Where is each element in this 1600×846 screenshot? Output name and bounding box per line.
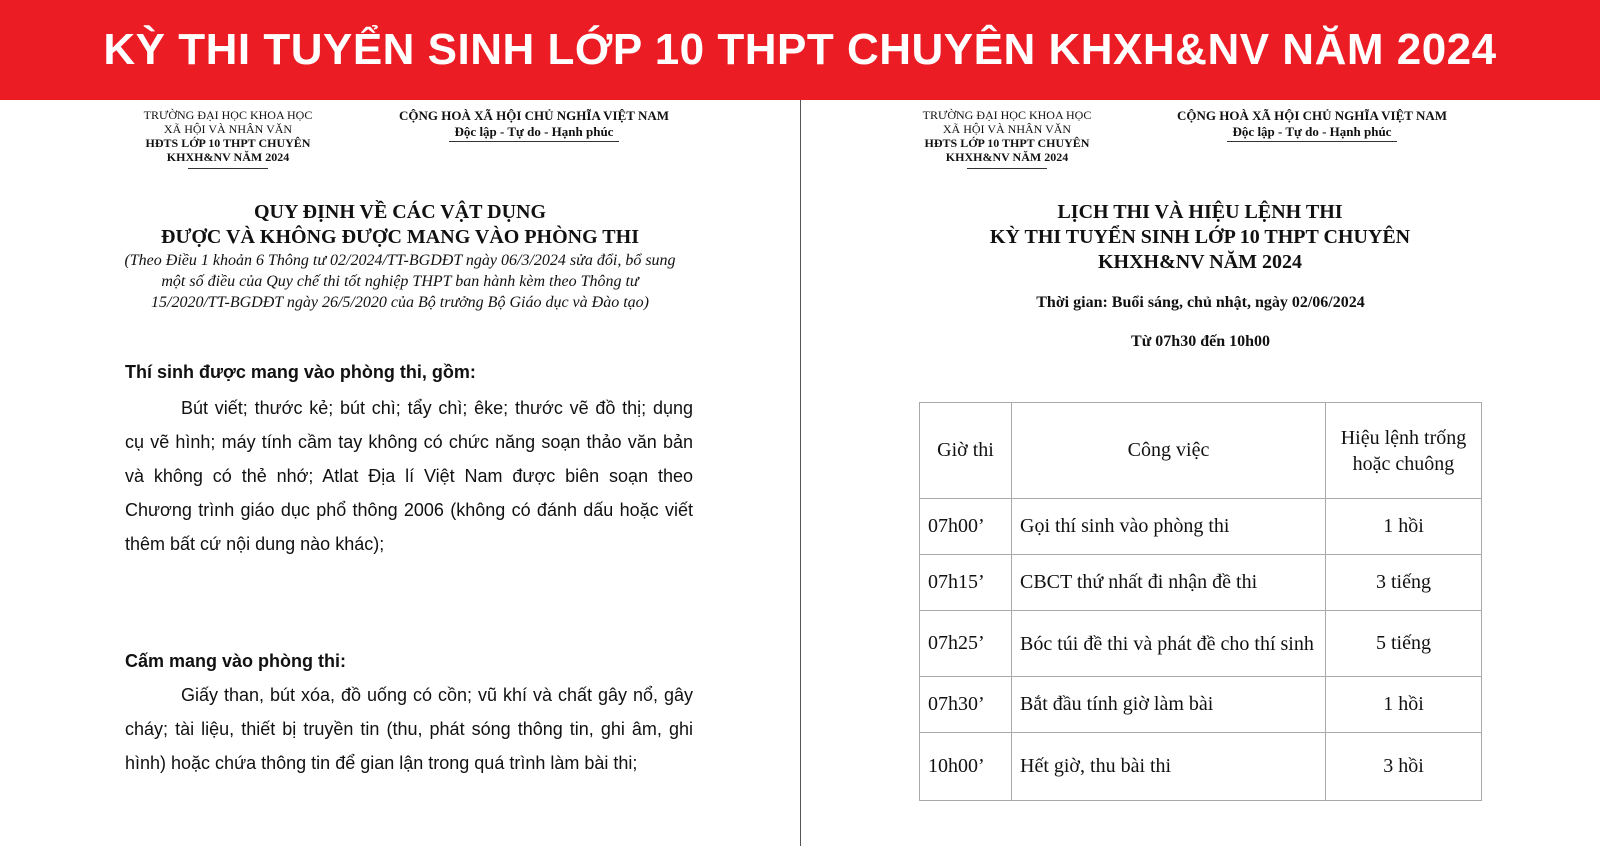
national-motto: Độc lập - Tự do - Hạnh phúc (1227, 124, 1398, 142)
title-line: KỲ THI TUYỂN SINH LỚP 10 THPT CHUYÊN (989, 226, 1411, 248)
title-line: LỊCH THI VÀ HIỆU LỆNH THI (1057, 201, 1343, 223)
school-header (108, 108, 348, 169)
school-header (887, 108, 1127, 169)
document-title (100, 200, 700, 250)
country-name: CỘNG HOÀ XÃ HỘI CHỦ NGHĨA VIỆT NAM (398, 108, 670, 123)
council-name-line: KHXH&NV NĂM 2024 (945, 150, 1069, 164)
schedule-table (919, 402, 1482, 801)
task-cell: Gọi thí sinh vào phòng thi (1012, 499, 1326, 555)
column-header: Công việc (1012, 403, 1326, 499)
table-row (920, 611, 1482, 677)
task-cell: Bắt đầu tính giờ làm bài (1012, 677, 1326, 733)
signal-cell: 3 tiếng (1326, 555, 1482, 611)
schedule-title (900, 200, 1500, 275)
header-rule (967, 168, 1047, 169)
table-row (920, 733, 1482, 801)
country-name: CỘNG HOÀ XÃ HỘI CHỦ NGHĨA VIỆT NAM (1176, 108, 1448, 123)
regulations-page (0, 100, 800, 846)
signal-cell: 3 hồi (1326, 733, 1482, 801)
national-header (1152, 108, 1472, 142)
column-header: Giờ thi (920, 403, 1012, 499)
title-line: KHXH&NV NĂM 2024 (1097, 251, 1303, 273)
document-subtitle: (Theo Điều 1 khoản 6 Thông tư 02/2024/TT-BGDĐT ngày 06/3/2024 sửa đổi, bổ sung một số điều của Quy chế thi tốt nghiệp THPT ban hành kèm theo Thông tư 15/2020/TT-BGDĐT ngày 26/5/2020 của Bộ trưởng Bộ Giáo dục và Đào tạo) (124, 252, 676, 311)
council-name-line: HĐTS LỚP 10 THPT CHUYÊN (924, 136, 1090, 150)
national-motto: Độc lập - Tự do - Hạnh phúc (449, 124, 620, 142)
school-name-line: TRƯỜNG ĐẠI HỌC KHOA HỌC (143, 108, 313, 122)
time-cell: 07h15’ (920, 555, 1012, 611)
table-header-row (920, 403, 1482, 499)
forbidden-items-text: Giấy than, bút xóa, đồ uống có cồn; vũ khí và chất gây nổ, gây cháy; tài liệu, thiết bị truyền tin (thu, phát sóng thông tin, ghi âm, ghi hình) hoặc chứa thông tin để gian lận trong quá trình làm bài thi; (125, 685, 693, 773)
council-name-line: HĐTS LỚP 10 THPT CHUYÊN (145, 136, 311, 150)
time-cell: 07h00’ (920, 499, 1012, 555)
allowed-items-text: Bút viết; thước kẻ; bút chì; tẩy chì; êke; thước vẽ đồ thị; dụng cụ vẽ hình; máy tính cầm tay không có chức năng soạn thảo văn bản và không có thẻ nhớ; Atlat Địa lí Việt Nam được biên soạn theo Chương trình giáo dục phổ thông 2006 (không có đánh dấu hoặc viết thêm bất cứ nội dung nào khác); (125, 398, 693, 554)
forbidden-items-heading: Cấm mang vào phòng thi: (125, 651, 347, 671)
column-header: Hiệu lệnh trống hoặc chuông (1326, 403, 1482, 499)
schedule-page (801, 100, 1600, 846)
signal-cell: 1 hồi (1326, 499, 1482, 555)
council-name-line: KHXH&NV NĂM 2024 (166, 150, 290, 164)
exam-time-range: Từ 07h30 đến 10h00 (1131, 333, 1270, 350)
table-row (920, 677, 1482, 733)
task-cell: CBCT thứ nhất đi nhận đề thi (1012, 555, 1326, 611)
signal-cell: 5 tiếng (1326, 611, 1482, 677)
time-cell: 10h00’ (920, 733, 1012, 801)
allowed-items-heading: Thí sinh được mang vào phòng thi, gồm: (125, 362, 476, 382)
table-row (920, 499, 1482, 555)
school-name-line: TRƯỜNG ĐẠI HỌC KHOA HỌC (922, 108, 1092, 122)
title-line: ĐƯỢC VÀ KHÔNG ĐƯỢC MANG VÀO PHÒNG THI (161, 226, 639, 248)
time-cell: 07h30’ (920, 677, 1012, 733)
time-cell: 07h25’ (920, 611, 1012, 677)
task-cell: Bóc túi đề thi và phát đề cho thí sinh (1012, 611, 1326, 677)
table-row (920, 555, 1482, 611)
task-cell: Hết giờ, thu bài thi (1012, 733, 1326, 801)
school-name-line: XÃ HỘI VÀ NHÂN VĂN (942, 122, 1072, 136)
signal-cell: 1 hồi (1326, 677, 1482, 733)
header-rule (188, 168, 268, 169)
national-header (374, 108, 694, 142)
title-line: QUY ĐỊNH VỀ CÁC VẬT DỤNG (253, 201, 547, 223)
banner-title: KỲ THI TUYỂN SINH LỚP 10 THPT CHUYÊN KHXH&NV NĂM 2024 (0, 0, 1600, 100)
exam-date: Thời gian: Buổi sáng, chủ nhật, ngày 02/06/2024 (1036, 294, 1365, 311)
school-name-line: XÃ HỘI VÀ NHÂN VĂN (163, 122, 293, 136)
